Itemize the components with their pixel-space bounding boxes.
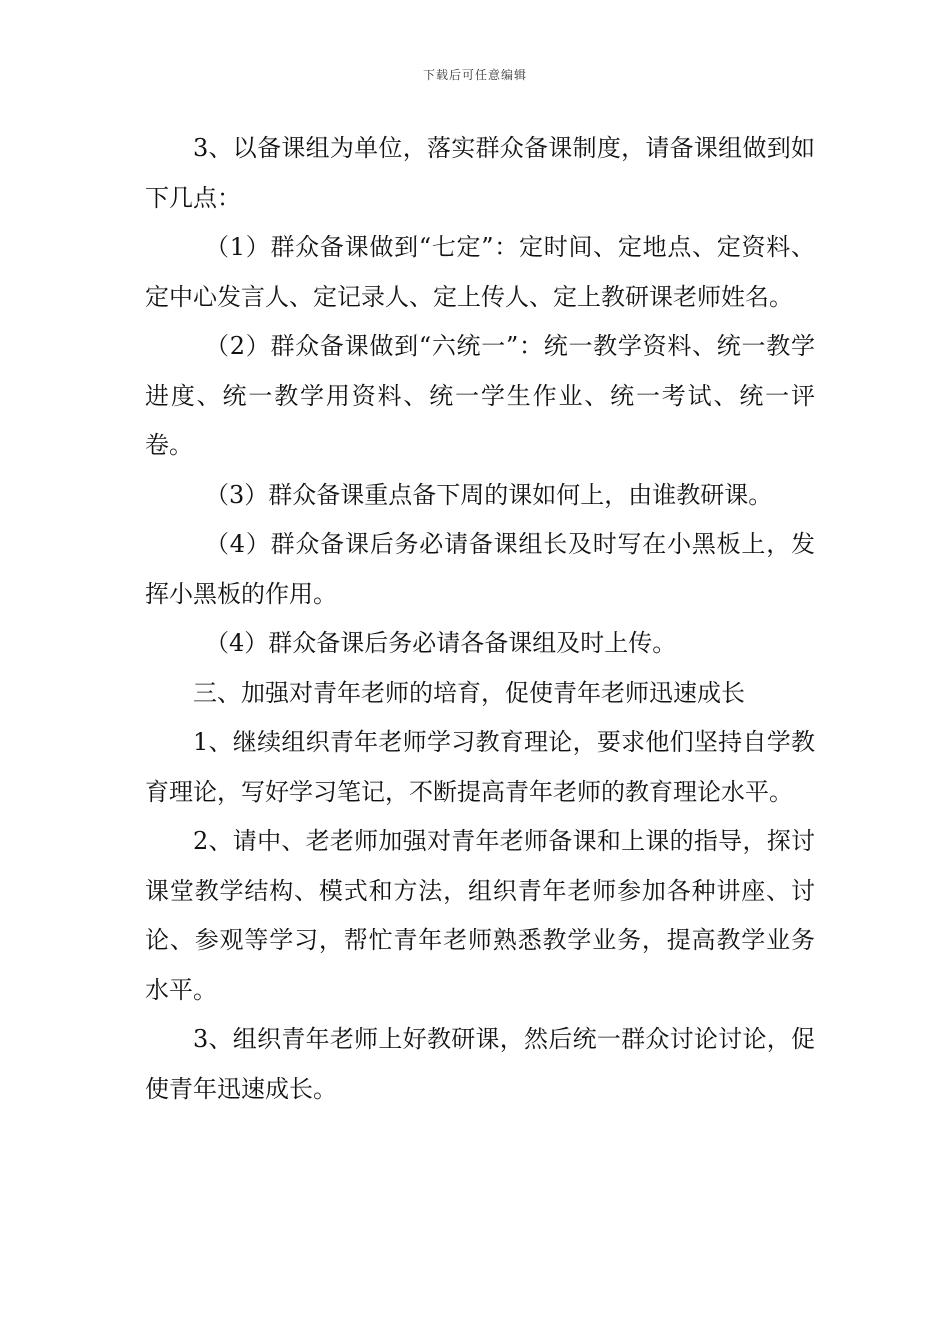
paragraph-5: （4）群众备课后务必请备课组长及时写在小黑板上，发挥小黑板的作用。 [145,530,815,608]
page-header-note: 下载后可任意编辑 [422,68,527,82]
document-body [145,124,815,1114]
paragraph-2: （1）群众备课做到“七定”：定时间、定地点、定资料、定中心发言人、定记录人、定上传人、定上教研课老师姓名。 [145,233,815,311]
paragraph-1: 3、以备课组为单位，落实群众备课制度，请备课组做到如下几点： [145,134,815,212]
section-heading-3: 三、加强对青年老师的培育，促使青年老师迅速成长 [193,678,745,707]
paragraph-9: 2、请中、老老师加强对青年老师备课和上课的指导，探讨课堂教学结构、模式和方法，组织青年老师参加各种讲座、讨论、参观等学习，帮忙青年老师熟悉教学业务，提高教学业务水平。 [145,827,815,1004]
paragraph-8: 1、继续组织青年老师学习教育理论，要求他们坚持自学教育理论，写好学习笔记，不断提高青年老师的教育理论水平。 [145,728,815,806]
paragraph-3: （2）群众备课做到“六统一”：统一教学资料、统一教学进度、统一教学用资料、统一学生作业、统一考试、统一评卷。 [145,332,815,459]
paragraph-4: （3）群众备课重点备下周的课如何上，由谁教研课。 [205,480,773,509]
paragraph-6: （4）群众备课后务必请各备课组及时上传。 [205,629,677,657]
paragraph-10: 3、组织青年老师上好教研课，然后统一群众讨论讨论，促使青年迅速成长。 [145,1025,815,1103]
